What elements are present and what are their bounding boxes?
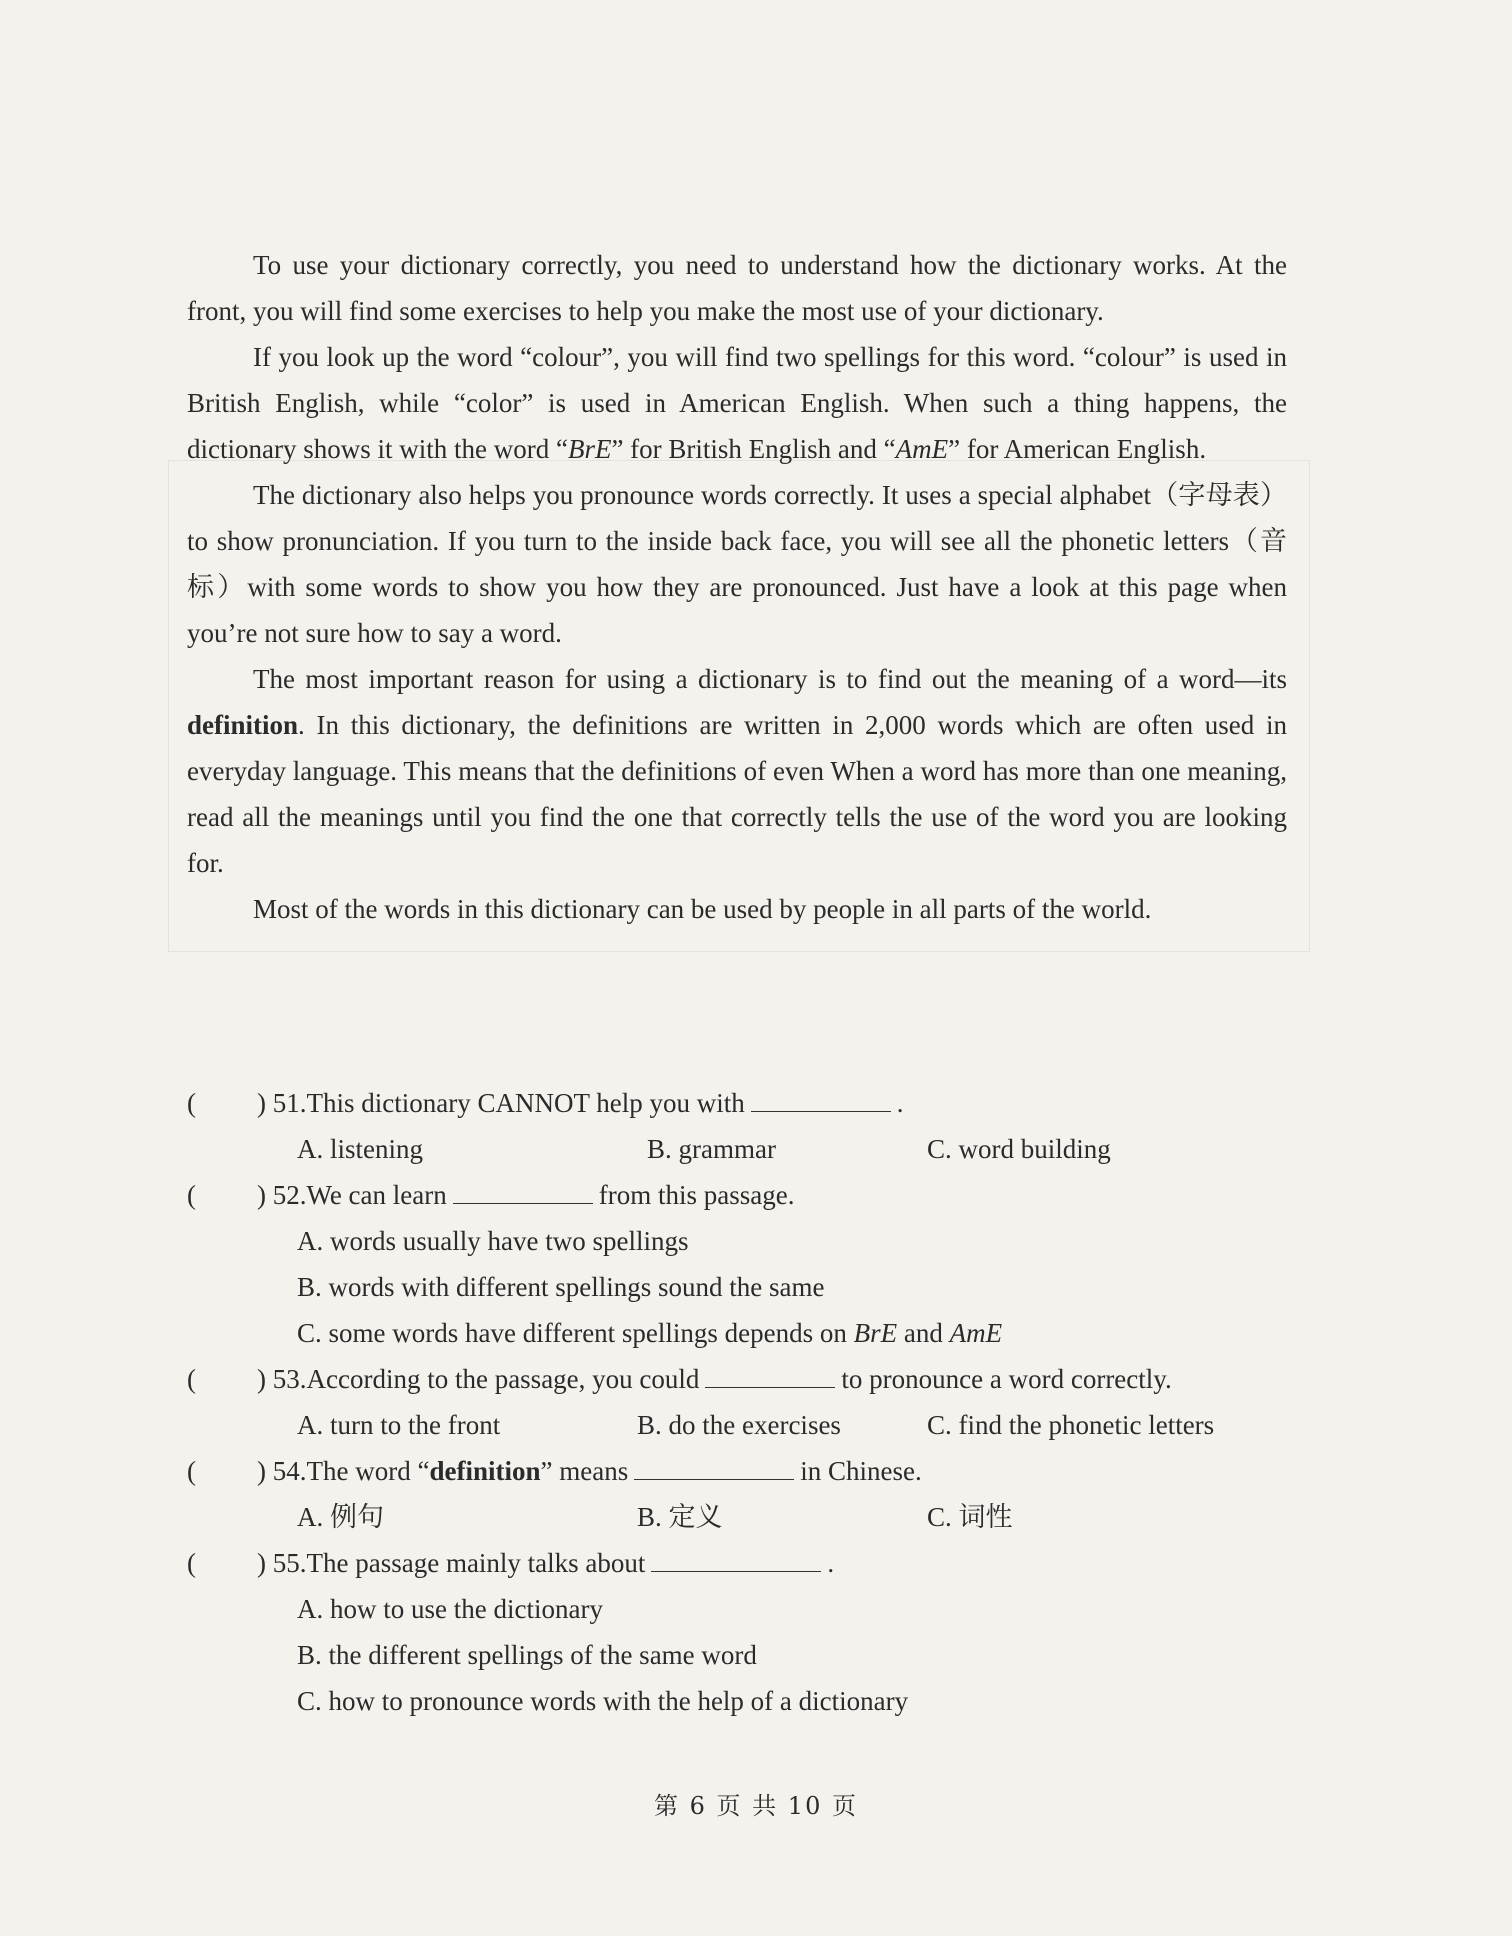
definition-term: definition — [187, 710, 299, 740]
option-b: B. 定义 — [637, 1502, 723, 1532]
ame-term: AmE — [949, 1318, 1003, 1348]
question-52 — [187, 1172, 1297, 1218]
definition-term: definition — [429, 1456, 541, 1486]
answer-blank[interactable] — [651, 1541, 821, 1572]
stem-text: The word “ — [306, 1456, 430, 1486]
option-c-text: C. some words have different spellings depends on — [297, 1318, 854, 1348]
stem-text-end: . — [896, 1088, 904, 1118]
paragraph-5: Most of the words in this dictionary can be used by people in all parts of the world. — [253, 894, 1152, 924]
question-number: ) 52. — [257, 1180, 307, 1210]
stem-text-end: from this passage. — [598, 1180, 795, 1210]
option-a: A. how to use the dictionary — [297, 1594, 603, 1624]
options-53 — [187, 1402, 1297, 1448]
option-b: B. the different spellings of the same word — [297, 1640, 757, 1670]
options-51 — [187, 1126, 1297, 1172]
question-54 — [187, 1448, 1297, 1494]
question-number: ) 55. — [257, 1548, 307, 1578]
question-stem — [257, 1080, 903, 1126]
option-c — [187, 1310, 1297, 1356]
stem-text: We can learn — [306, 1180, 447, 1210]
paragraph-4-text-a: The most important reason for using a dictionary is to find out the meaning of a word—its — [253, 664, 1287, 694]
question-stem — [257, 1356, 1172, 1402]
ame-term: AmE — [895, 434, 949, 464]
question-stem — [257, 1448, 922, 1494]
option-c: C. 词性 — [927, 1502, 1013, 1532]
stem-text-end: in Chinese. — [800, 1456, 922, 1486]
paragraph-4 — [187, 656, 1287, 886]
answer-blank[interactable] — [634, 1449, 794, 1480]
question-51 — [187, 1080, 1297, 1126]
answer-blank[interactable] — [751, 1081, 891, 1112]
paragraph-1: To use your dictionary correctly, you need to understand how the dictionary works. At the front, you will find some exercises to help you make the most use of your dictionary. — [187, 250, 1287, 326]
option-c: C. find the phonetic letters — [927, 1410, 1215, 1440]
paragraph-2 — [187, 334, 1287, 472]
answer-paren-open[interactable]: ( — [187, 1364, 196, 1394]
question-53 — [187, 1356, 1297, 1402]
option-a: A. 例句 — [297, 1502, 384, 1532]
answer-blank[interactable] — [453, 1173, 593, 1204]
question-stem — [257, 1540, 834, 1586]
answer-paren-open[interactable]: ( — [187, 1456, 196, 1486]
option-a: A. turn to the front — [297, 1410, 501, 1440]
question-number: ) 54. — [257, 1456, 307, 1486]
question-list — [187, 1080, 1297, 1724]
paragraph-4-text-b: . In this dictionary, the definitions are written in 2,000 words which are often used in everyday language. This means that the definitions of even When a word has more than one meaning, read all the meanings until you find the one that correctly tells the use of the word you are looking for. — [187, 710, 1287, 878]
option-c: C. how to pronounce words with the help of a dictionary — [297, 1686, 909, 1716]
bre-term: BrE — [853, 1318, 898, 1348]
option-b: B. do the exercises — [637, 1410, 841, 1440]
question-stem — [257, 1172, 794, 1218]
stem-text-end: to pronounce a word correctly. — [841, 1364, 1172, 1394]
answer-paren-open[interactable]: ( — [187, 1548, 196, 1578]
option-a: A. words usually have two spellings — [297, 1226, 689, 1256]
question-55 — [187, 1540, 1297, 1586]
options-54 — [187, 1494, 1297, 1540]
paragraph-2-text-a: If you look up the word “colour”, you will find two spellings for this word. “colour” is used in British English, while “color” is used in American English. When such a thing happens, the dictionary shows it with the word “ — [187, 342, 1287, 464]
stem-text: According to the passage, you could — [306, 1364, 700, 1394]
answer-blank[interactable] — [705, 1357, 835, 1388]
question-number: ) 51. — [257, 1088, 307, 1118]
paragraph-3: The dictionary also helps you pronounce words correctly. It uses a special alphabet（字母表）to show pronunciation. If you turn to the inside back face, you will see all the phonetic letters（音标）with some words to show you how they are pronounced. Just have a look at this page when you’re not sure how to say a word. — [187, 480, 1287, 648]
stem-text: This dictionary CANNOT help you with — [306, 1088, 745, 1118]
stem-text-end: . — [827, 1548, 835, 1578]
question-number: ) 53. — [257, 1364, 307, 1394]
page-footer: 第 6 页 共 10 页 — [654, 1792, 858, 1820]
stem-text-2: ” means — [540, 1456, 629, 1486]
bre-term: BrE — [567, 434, 612, 464]
option-c-and: and — [897, 1318, 950, 1348]
option-a: A. listening — [297, 1134, 423, 1164]
answer-paren-open[interactable]: ( — [187, 1088, 196, 1118]
stem-text: The passage mainly talks about — [306, 1548, 646, 1578]
option-b: B. grammar — [647, 1134, 776, 1164]
option-b: B. words with different spellings sound the same — [297, 1272, 825, 1302]
paragraph-2-text-b: ” for British English and “ — [611, 434, 896, 464]
option-c: C. word building — [927, 1134, 1111, 1164]
answer-paren-open[interactable]: ( — [187, 1180, 196, 1210]
paragraph-2-text-c: ” for American English. — [948, 434, 1207, 464]
reading-passage — [187, 242, 1287, 932]
